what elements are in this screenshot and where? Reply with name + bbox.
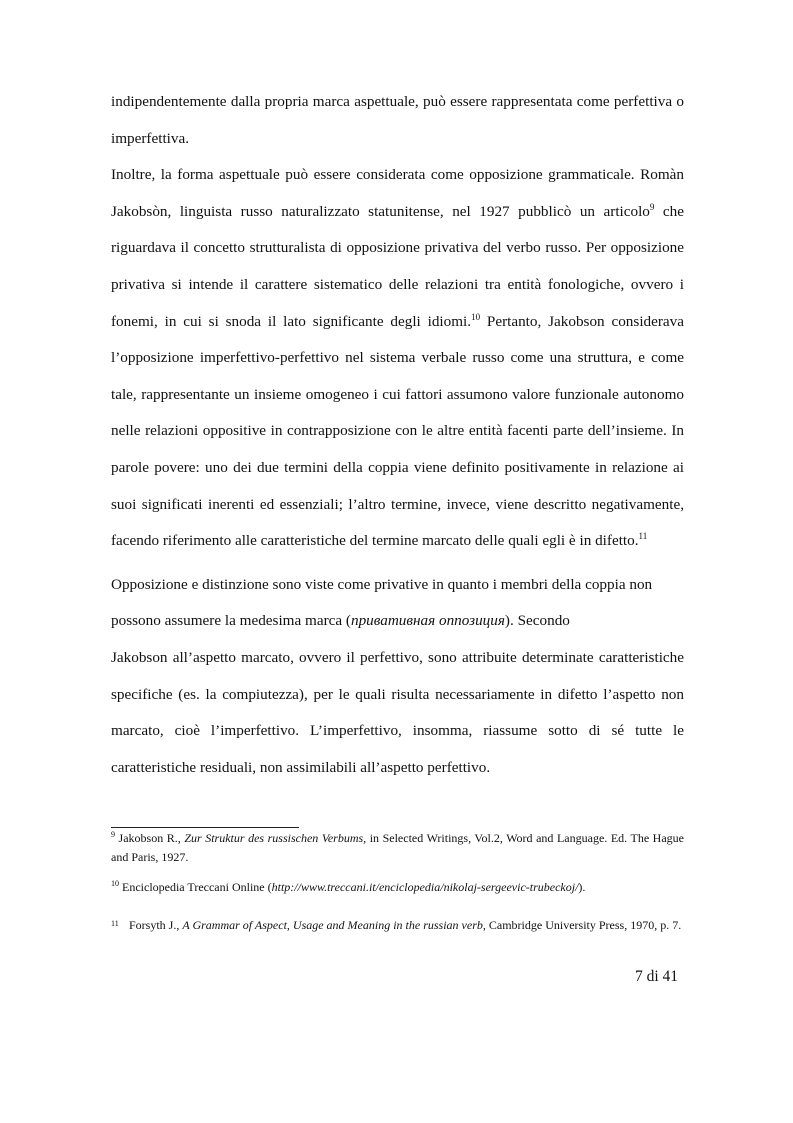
- paragraph-4-text: Jakobson all’aspetto marcato, ovvero il perfettivo, sono attribuite determinate caratteristiche specifiche (es. la compiutezza), per le quali risulta necessariamente in difetto l’aspetto non marcato, cioè l’imperfettivo. L’imperfettivo, insomma, riassume sotto di sé tutte le caratteristiche residuali, non assimilabili all’aspetto perfettivo.: [111, 648, 684, 776]
- footnote-10-text-a: Enciclopedia Treccani Online (: [119, 880, 272, 894]
- russian-term: привативная оппозиция: [350, 612, 505, 630]
- footnote-9: [111, 829, 684, 867]
- paragraph-2-text-a: Inoltre, la forma aspettuale può essere considerata come opposizione grammaticale. Romàn Jakobsòn, linguista russo naturalizzato statunitense, nel 1927 pubblicò un articolo: [111, 166, 684, 220]
- paragraph-3-text-a: Opposizione e distinzione sono viste come privative in quanto i membri della coppia non possono assumere la medesima marca (: [111, 575, 653, 630]
- footnote-11-text-b: , Cambridge University Press, 1970, p. 7.: [482, 918, 682, 932]
- footnote-10: [111, 878, 684, 897]
- footnote-9-title: Zur Struktur des russischen Verbums,: [184, 831, 367, 845]
- footnote-9-text-a: Jakobson R.,: [115, 831, 185, 845]
- footnote-ref-9[interactable]: 9: [649, 201, 655, 212]
- footnote-9-number: 9: [111, 830, 115, 839]
- footnote-9-text-b: in Selected Writings, Vol.2, Word and Language. Ed. The Hague and Paris, 1927.: [111, 831, 685, 864]
- paragraph-1-text: indipendentemente dalla propria marca aspettuale, può essere rappresentata come perfettiva o imperfettiva.: [111, 93, 684, 147]
- footnote-11-text-a: Forsyth J.,: [129, 918, 183, 932]
- paragraph-2-text-b: che riguardava il concetto strutturalista di opposizione privativa del verbo russo. Per opposizione privativa si intende il carattere sistematico delle relazioni tra entità fonologiche, ovvero i fonemi, in cui si snoda il lato significante degli idiomi.: [111, 202, 684, 330]
- footnote-ref-11[interactable]: 11: [638, 531, 648, 542]
- paragraph-1: [111, 84, 684, 157]
- paragraph-4: [111, 640, 684, 786]
- footnote-11-title: A Grammar of Aspect, Usage and Meaning in the russian verb: [182, 918, 483, 932]
- footnote-11: [111, 914, 684, 935]
- footnote-10-link[interactable]: http://www.treccani.it/enciclopedia/nikolaj-sergeevic-trubeckoj/: [271, 880, 579, 894]
- body-text: [111, 84, 684, 786]
- footnote-separator: [111, 827, 299, 828]
- footnotes: [111, 829, 684, 935]
- page-number: 7 di 41: [634, 968, 678, 985]
- footnote-10-text-b: ).: [578, 880, 586, 894]
- footnote-11-number: 11: [111, 919, 119, 928]
- footnote-ref-10[interactable]: 10: [471, 311, 481, 322]
- paragraph-3: [111, 567, 684, 640]
- footnote-10-number: 10: [111, 879, 119, 888]
- paragraph-2-text-c: Pertanto, Jakobson considerava l’opposizione imperfettivo-perfettivo nel sistema verbale russo come una struttura, e come tale, rappresentante un insieme omogeneo i cui fattori assumono valore funzionale autonomo nelle relazioni oppositive in contrapposizione con le altre entità facenti parte dell’insieme. In parole povere: uno dei due termini della coppia viene definito positivamente in relazione ai suoi significati inerenti ed essenziali; l’altro termine, invece, viene descritto negativamente, facendo riferimento alle caratteristiche del termine marcato delle quali egli è in difetto.: [111, 312, 685, 550]
- paragraph-3-text-b: ). Secondo: [504, 612, 570, 630]
- paragraph-2: [111, 157, 684, 560]
